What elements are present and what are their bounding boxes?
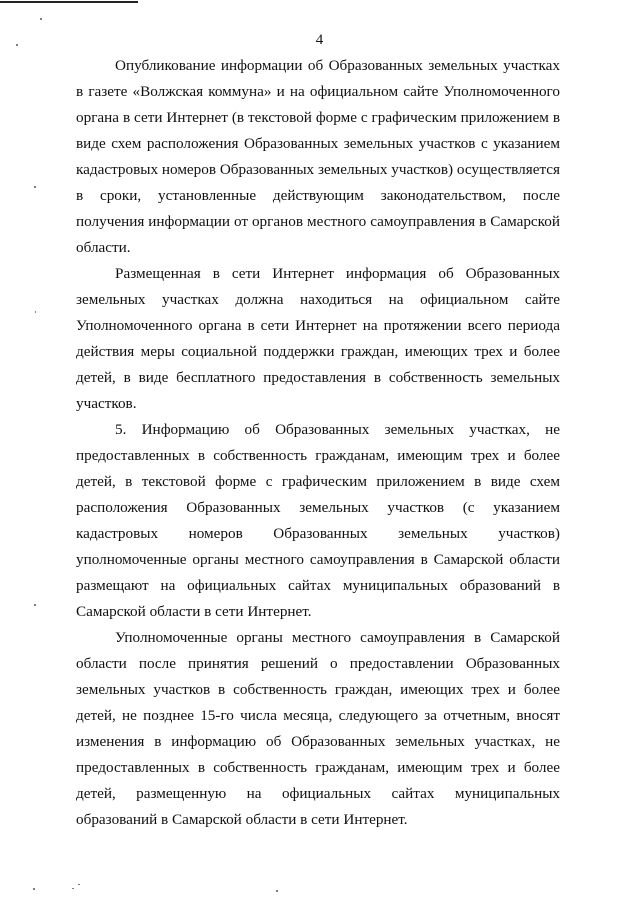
scan-speck (35, 311, 36, 313)
paragraph-4 (76, 625, 560, 833)
paragraph-1-text: Опубликование информации об Образованных земельных участках в газете «Волжская коммуна» и на официальном сайте Уполномоченного органа в сети Интернет (в текстовой форме с графическим приложением в виде схем расположения Образованных земельных участков с указанием кадастровых номеров Образованных земельных участков) осуществляется в сроки, установленные действующим законодательством, после получения информации от органов местного самоуправления в Самарской области. (76, 57, 560, 256)
scan-speck (276, 890, 278, 892)
paragraph-3 (76, 417, 560, 625)
paragraph-2-text: Размещенная в сети Интернет информация об Образованных земельных участках должна находиться на официальном сайте Уполномоченного органа в сети Интернет на протяжении всего периода действия меры социальной поддержки граждан, имеющих трех и более детей, в виде бесплатного предоставления в собственность земельных участков. (76, 265, 560, 412)
paragraph-3-text: 5. Информацию об Образованных земельных участках, не предоставленных в собственность гражданам, имеющим трех и более детей, в текстовой форме с графическим приложением в виде схем расположения Образованных земельных участков (с указанием кадастровых номеров Образованных земельных участков) уполномоченные органы местного самоуправления в Самарской области размещают на официальных сайтах муниципальных образований в Самарской области в сети Интернет. (76, 421, 560, 620)
scan-speck (34, 604, 36, 606)
scan-speck (78, 884, 80, 885)
scan-speck (34, 186, 36, 188)
paragraph-1 (76, 53, 560, 261)
top-rule (0, 1, 138, 3)
paragraph-4-text: Уполномоченные органы местного самоуправления в Самарской области после принятия решений о предоставлении Образованных земельных участков в собственность граждан, имеющих трех и более детей, не позднее 15-го числа месяца, следующего за отчетным, вносят изменения в информацию об Образованных земельных участках, не предоставленных в собственность гражданам, имеющим трех и более детей, размещенную на официальных сайтах муниципальных образований в Самарской области в сети Интернет. (76, 629, 560, 828)
scan-speck (33, 888, 35, 890)
paragraph-2 (76, 261, 560, 417)
scan-speck (16, 44, 18, 46)
page-number: 4 (315, 32, 324, 48)
scan-speck (72, 888, 74, 889)
scan-speck (40, 18, 42, 20)
